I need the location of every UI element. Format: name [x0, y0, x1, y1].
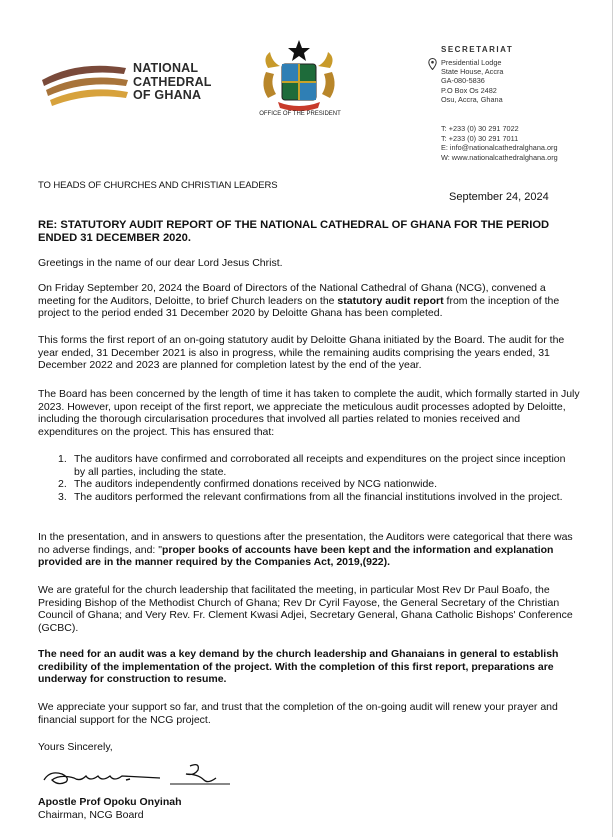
website-line: W: www.nationalcathedralghana.org [441, 152, 558, 162]
address-line: GA-080-5836 [441, 76, 485, 86]
list-item: 1. The auditors have confirmed and corroborated all receipts and expenditures on the project since inception by all parties, including the state. [58, 453, 566, 478]
list-item: 3. The auditors performed the relevant confirmations from all the financial institutions involved in the project. [58, 490, 563, 503]
logo-line-1: NATIONAL [133, 61, 199, 75]
closing: Yours Sincerely, [38, 741, 113, 753]
paragraph-7: We appreciate your support so far, and trust that the completion of the on-going audit will renew your prayer and financial support for the NCG project. [38, 701, 558, 726]
secretariat-label: SECRETARIAT [441, 45, 514, 54]
email-line: E: info@nationalcathedralghana.org [441, 143, 558, 152]
logo-line-3: OF GHANA [133, 88, 202, 102]
findings-list [58, 453, 578, 503]
logo-line-2: CATHEDRAL [133, 74, 212, 89]
crest-caption: OFFICE OF THE PRESIDENT [259, 111, 341, 117]
paragraph-3: The Board has been concerned by the length of time it has taken to complete the audit, which formally started in July 2023. However, upon receipt of the first report, we appreciate the meticulous audit processes adopted by Deloitte, including the thorough circularisation procedures that involved all parties related to monies received and expenditures on the project. This has ensured that: [38, 388, 580, 438]
recipient-line: TO HEADS OF CHURCHES AND CHRISTIAN LEADERS [38, 180, 278, 191]
paragraph-5: We are grateful for the church leadership that facilitated the meeting, in particular Most Rev Dr Paul Boafo, the Presiding Bishop of the Methodist Church of Ghana; Rev Dr Cyril Fayose, the General Secretary of the Christian Council of Ghana; and Very Rev. Fr. Clement Kwasi Adjei, Secretary General, Ghana Catholic Bishops' Conference (GCBC). [38, 584, 573, 634]
subject-line: RE: STATUTORY AUDIT REPORT OF THE NATIONAL CATHEDRAL OF GHANA FOR THE PERIOD ENDED 31 DECEMBER 2020. [38, 219, 550, 244]
signer-name: Apostle Prof Opoku Onyinah [38, 796, 182, 808]
paragraph-4: In the presentation, and in answers to questions after the presentation, the Auditors were categorical that there was no adverse findings, and: "proper books of accounts have been kept and the information and explanation provided are in the manner required by the Companies Act, 2019,(922). [38, 531, 573, 568]
address-line: Presidential Lodge [441, 58, 502, 67]
contact-block [441, 124, 558, 162]
paragraph-1: On Friday September 20, 2024 the Board of Directors of the National Cathedral of Ghana (NCG), convened a meeting for the Auditors, Deloitte, to brief Church leaders on the statutory audit report from the inception of the project to the period ended 31 December 2020 by Deloitte Ghana has been completed. [38, 282, 560, 319]
paragraph-6: The need for an audit was a key demand by the church leadership and Ghanaians in general to establish credibility of the implementation of the project. With the completion of this first report, preparations are underway for construction to resume. [38, 648, 559, 685]
national-cathedral-logo-icon [38, 58, 130, 108]
address-line: P.O Box Os 2482 [441, 85, 497, 95]
letter-date: September 24, 2024 [449, 191, 549, 203]
greeting: Greetings in the name of our dear Lord Jesus Christ. [38, 257, 283, 269]
address-line: Osu, Accra, Ghana [441, 94, 503, 104]
signer-title: Chairman, NCG Board [38, 809, 144, 821]
location-pin-icon [428, 58, 437, 70]
logo-wordmark [133, 62, 212, 103]
address-line: State House, Accra [441, 67, 504, 77]
paragraph-2: This forms the first report of an on-going statutory audit by Deloitte Ghana initiated by the Board. The audit for the year ended, 31 December 2021 is also in progress, while the remaining audits comprising the years ended, 31 December 2022 and 2023 are planned for completion latest by the end of the year. [38, 334, 565, 371]
address-block [441, 58, 503, 104]
phone-line: T: +233 (0) 30 291 7011 [441, 133, 519, 143]
list-item: 2. The auditors independently confirmed donations received by NCG nationwide. [58, 478, 438, 490]
phone-line: T: +233 (0) 30 291 7022 [441, 124, 519, 133]
handwritten-signature-icon [40, 760, 240, 790]
ghana-coat-of-arms-icon [258, 38, 340, 116]
